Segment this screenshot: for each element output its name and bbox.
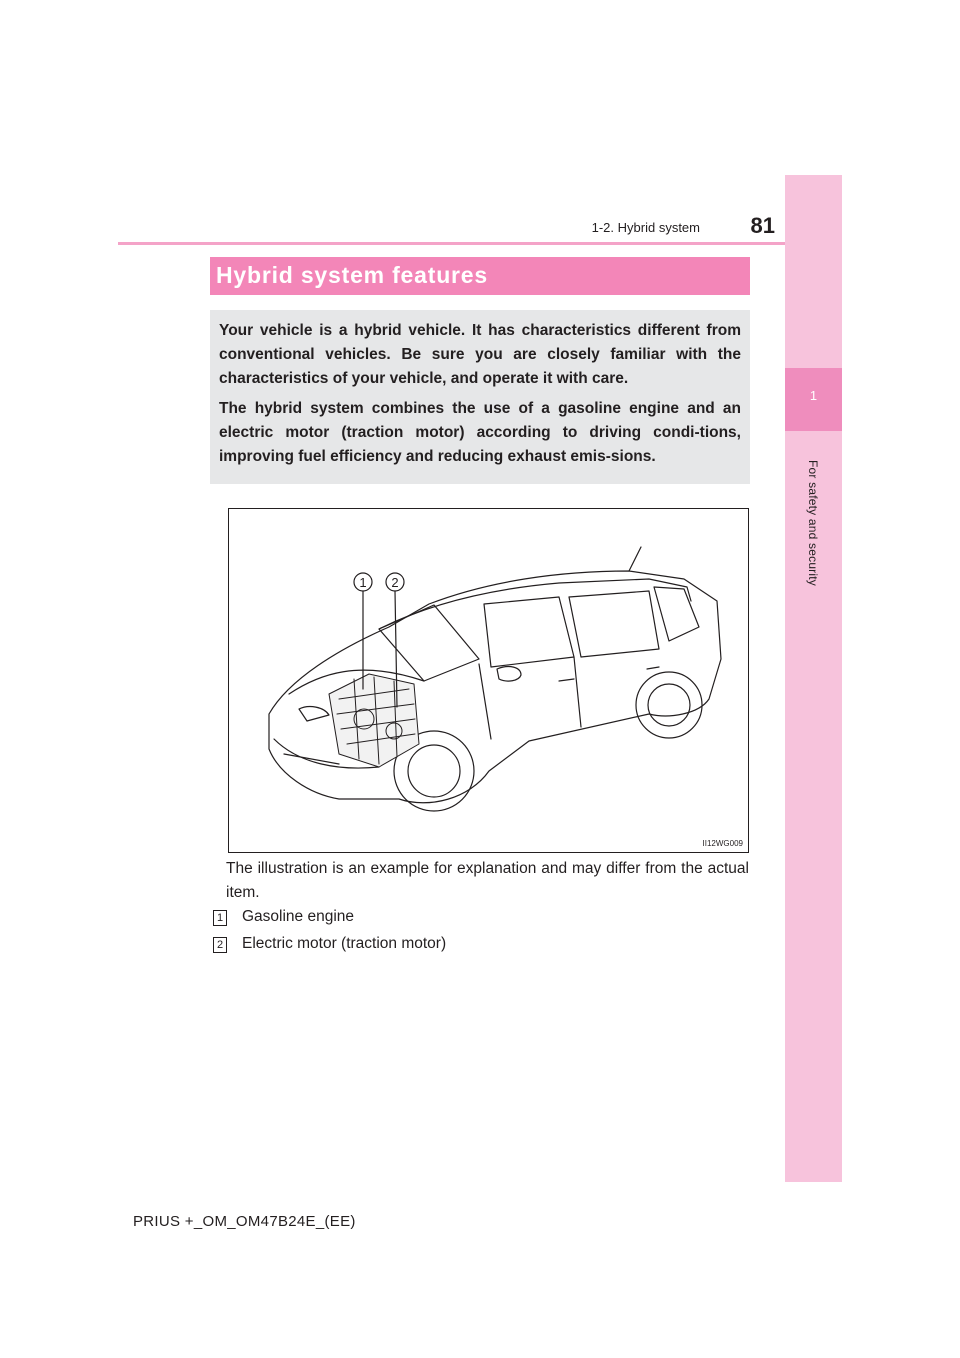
car-door-handle (559, 679, 574, 681)
intro-box (210, 310, 750, 484)
header-rule (118, 242, 785, 245)
legend-number: 1 (213, 910, 227, 926)
car-headlight (299, 707, 329, 721)
car-mirror (497, 667, 521, 682)
engine-assembly (329, 674, 419, 767)
footer-code: PRIUS +_OM_OM47B24E_(EE) (133, 1213, 356, 1230)
chapter-side-tab (785, 175, 842, 1182)
intro-paragraph: Your vehicle is a hybrid vehicle. It has characteristics different from conventional vehicles. Be sure you are closely familiar with the characteristics of your vehicle, and operate it with care. (219, 322, 741, 387)
rear-wheel (636, 672, 702, 738)
header-section-title: 1-2. Hybrid system (591, 220, 700, 235)
car-door-line (574, 657, 581, 727)
section-title-bar (210, 257, 750, 295)
legend-label: Gasoline engine (242, 908, 355, 925)
car-windshield (379, 605, 479, 681)
chapter-number: 1 (809, 388, 818, 403)
intro-paragraph: The hybrid system combines the use of a gasoline engine and an electric motor (traction motor) according to driving condi-tions, improving fuel efficiency and reducing exhaust emis-sions. (219, 400, 741, 465)
legend-number: 2 (213, 937, 227, 953)
car-side-window-front (484, 597, 574, 667)
car-door-line (479, 664, 491, 739)
front-wheel-rim (408, 745, 460, 797)
page-number: 81 (750, 213, 775, 238)
section-title: Hybrid system features (216, 262, 488, 288)
legend-label: Electric motor (traction motor) (242, 935, 447, 952)
car-body-outline (269, 571, 721, 803)
vehicle-illustration (228, 508, 749, 853)
car-side-window-rear (569, 591, 659, 657)
callout-label-2: 2 (391, 575, 399, 590)
callout-label-1: 1 (359, 575, 367, 590)
figure-caption: The illustration is an example for explanation and may differ from the actual item. (226, 860, 749, 901)
car-door-handle (647, 667, 659, 669)
car-grille (284, 754, 339, 764)
chapter-title-text: For safety and security (806, 460, 820, 586)
car-rear-window (654, 587, 699, 641)
car-drawing (229, 509, 748, 852)
rear-wheel-rim (648, 684, 690, 726)
car-roof (379, 579, 691, 629)
car-antenna (629, 547, 641, 571)
figure-code: II12WG009 (702, 839, 743, 848)
